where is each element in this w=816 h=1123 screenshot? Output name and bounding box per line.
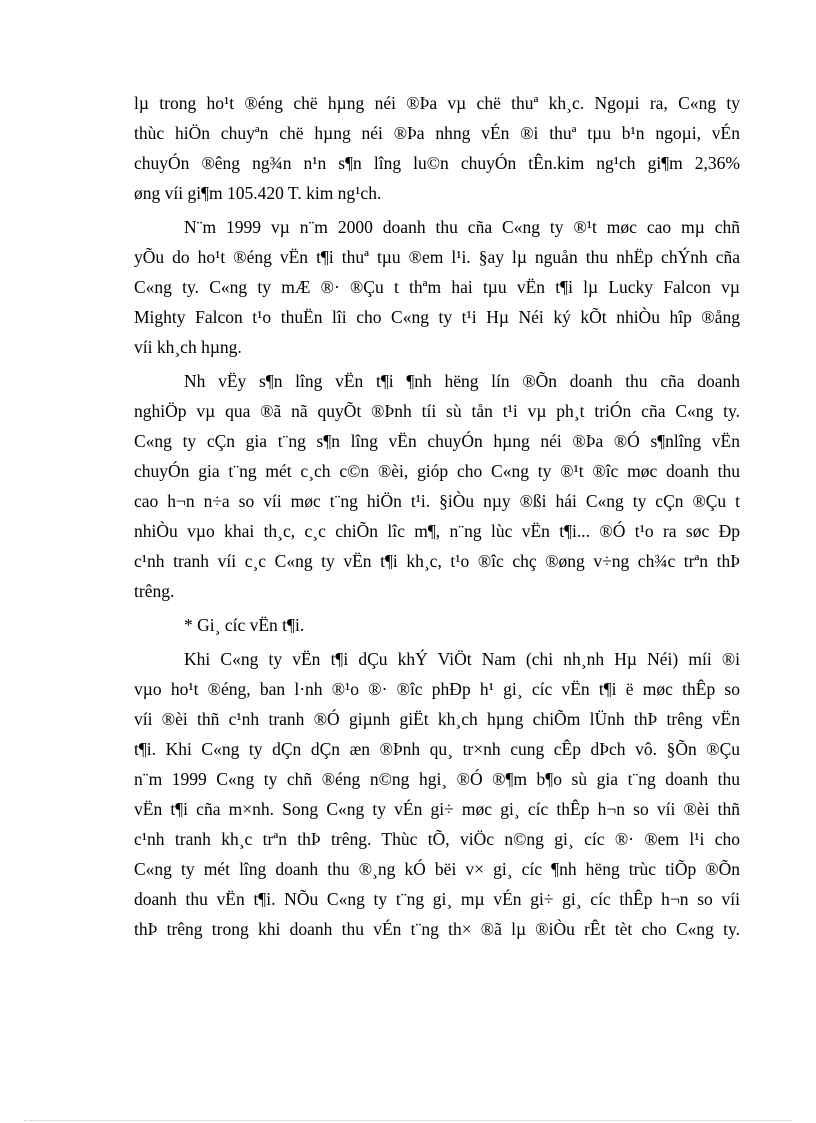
text-line: thùc hiÖn chuyªn chë hµng néi ®Þa nhng vÉn ®i thuª tµu b¹n ngoµi, vÉn [134, 123, 740, 143]
text-line: cao h¬n n÷a so víi møc t¨ng hiÖn t¹i. §iÒu nµy ®ßi hái C«ng ty cÇn ®Çu t [134, 491, 740, 511]
text-line: chuyÓn ®êng ng¾n n¹n s¶n lîng lu©n chuyÓn tÊn.kim ng¹ch gi¶m 2,36% [134, 153, 740, 173]
text-line: t¶i. Khi C«ng ty dÇn dÇn æn ®Þnh qu¸ tr×nh cung cÊp dÞch vô. §Õn ®Çu [134, 739, 740, 759]
text-line: chuyÓn gia t¨ng mét c¸ch c©n ®èi, gióp cho C«ng ty ®¹t ®îc møc doanh thu [134, 461, 740, 481]
text-line: lµ trong ho¹t ®éng chë hµng néi ®Þa vµ chë thuª kh¸c. Ngoµi ra, C«ng ty [134, 93, 740, 113]
text-line: C«ng ty. C«ng ty mÆ ®· ®Çu t thªm hai tµu vËn t¶i lµ Lucky Falcon vµ [134, 277, 740, 297]
document-page [134, 88, 740, 948]
text-line: C«ng ty cÇn gia t¨ng s¶n lîng vËn chuyÓn hµng néi ®Þa ®Ó s¶nlîng vËn [134, 431, 740, 451]
text-line: trêng. [134, 581, 175, 601]
footer-rule [24, 1120, 792, 1121]
text-line: N¨m 1999 vµ n¨m 2000 doanh thu cña C«ng ty ®¹t møc cao mµ chñ [184, 217, 740, 237]
text-line: n¨m 1999 C«ng ty chñ ®éng n©ng hgi¸ ®Ó ®¶m b¶o sù gia t¨ng doanh thu [134, 769, 740, 789]
paragraph [134, 88, 740, 208]
paragraph [134, 610, 740, 640]
text-line: vµo ho¹t ®éng, ban l·nh ®¹o ®· ®îc phÐp h¹ gi¸ cíc vËn t¶i ë møc thÊp so [134, 679, 740, 699]
text-line: C«ng ty mét lîng doanh thu ®¸ng kÓ bëi v× gi¸ cíc ¶nh hëng trùc tiÕp ®Õn [134, 859, 740, 879]
text-line: doanh thu vËn t¶i. NÕu C«ng ty t¨ng gi¸ mµ vÉn gi÷ gi¸ cíc thÊp h¬n so víi [134, 889, 740, 909]
text-line: nghiÖp vµ qua ®ã nã quyÕt ®Þnh tíi sù tån t¹i vµ ph¸t triÓn cña C«ng ty. [134, 401, 740, 421]
text-line: Mighty Falcon t¹o thuËn lîi cho C«ng ty t¹i Hµ Néi ký kÕt nhiÒu hîp ®ång [134, 307, 740, 327]
paragraph [134, 212, 740, 362]
text-line: thÞ trêng trong khi doanh thu vÉn t¨ng th× ®ã lµ ®iÒu rÊt tèt cho C«ng ty. [134, 919, 740, 939]
paragraph [134, 644, 740, 944]
text-line: Nh vËy s¶n lîng vËn t¶i ¶nh hëng lín ®Õn doanh thu cña doanh [184, 371, 740, 391]
text-line: Khi C«ng ty vËn t¶i dÇu khÝ ViÖt Nam (chi nh¸nh Hµ Néi) míi ®i [184, 649, 740, 669]
text-line: * Gi¸ cíc vËn t¶i. [184, 615, 305, 635]
text-line: c¹nh tranh kh¸c trªn thÞ trêng. Thùc tÕ, viÖc n©ng gi¸ cíc ®· ®em l¹i cho [134, 829, 740, 849]
text-line: vËn t¶i cña m×nh. Song C«ng ty vÉn gi÷ møc gi¸ cíc thÊp h¬n so víi ®èi thñ [134, 799, 740, 819]
text-line: víi ®èi thñ c¹nh tranh ®Ó giµnh giËt kh¸ch hµng chiÕm lÜnh thÞ trêng vËn [134, 709, 740, 729]
paragraph [134, 366, 740, 606]
text-line: víi kh¸ch hµng. [134, 337, 242, 357]
text-line: c¹nh tranh víi c¸c C«ng ty vËn t¶i kh¸c, t¹o ®îc chç ®øng v÷ng ch¾c trªn thÞ [134, 551, 740, 571]
text-line: nhiÒu vµo khai th¸c, c¸c chiÕn lîc m¶, n¨ng lùc vËn t¶i... ®Ó t¹o ra søc Ðp [134, 521, 740, 541]
text-line: yÕu do ho¹t ®éng vËn t¶i thuª tµu ®em l¹i. §ay lµ nguån thu nhËp chÝnh cña [134, 247, 740, 267]
text-line: øng víi gi¶m 105.420 T. kim ng¹ch. [134, 183, 382, 203]
